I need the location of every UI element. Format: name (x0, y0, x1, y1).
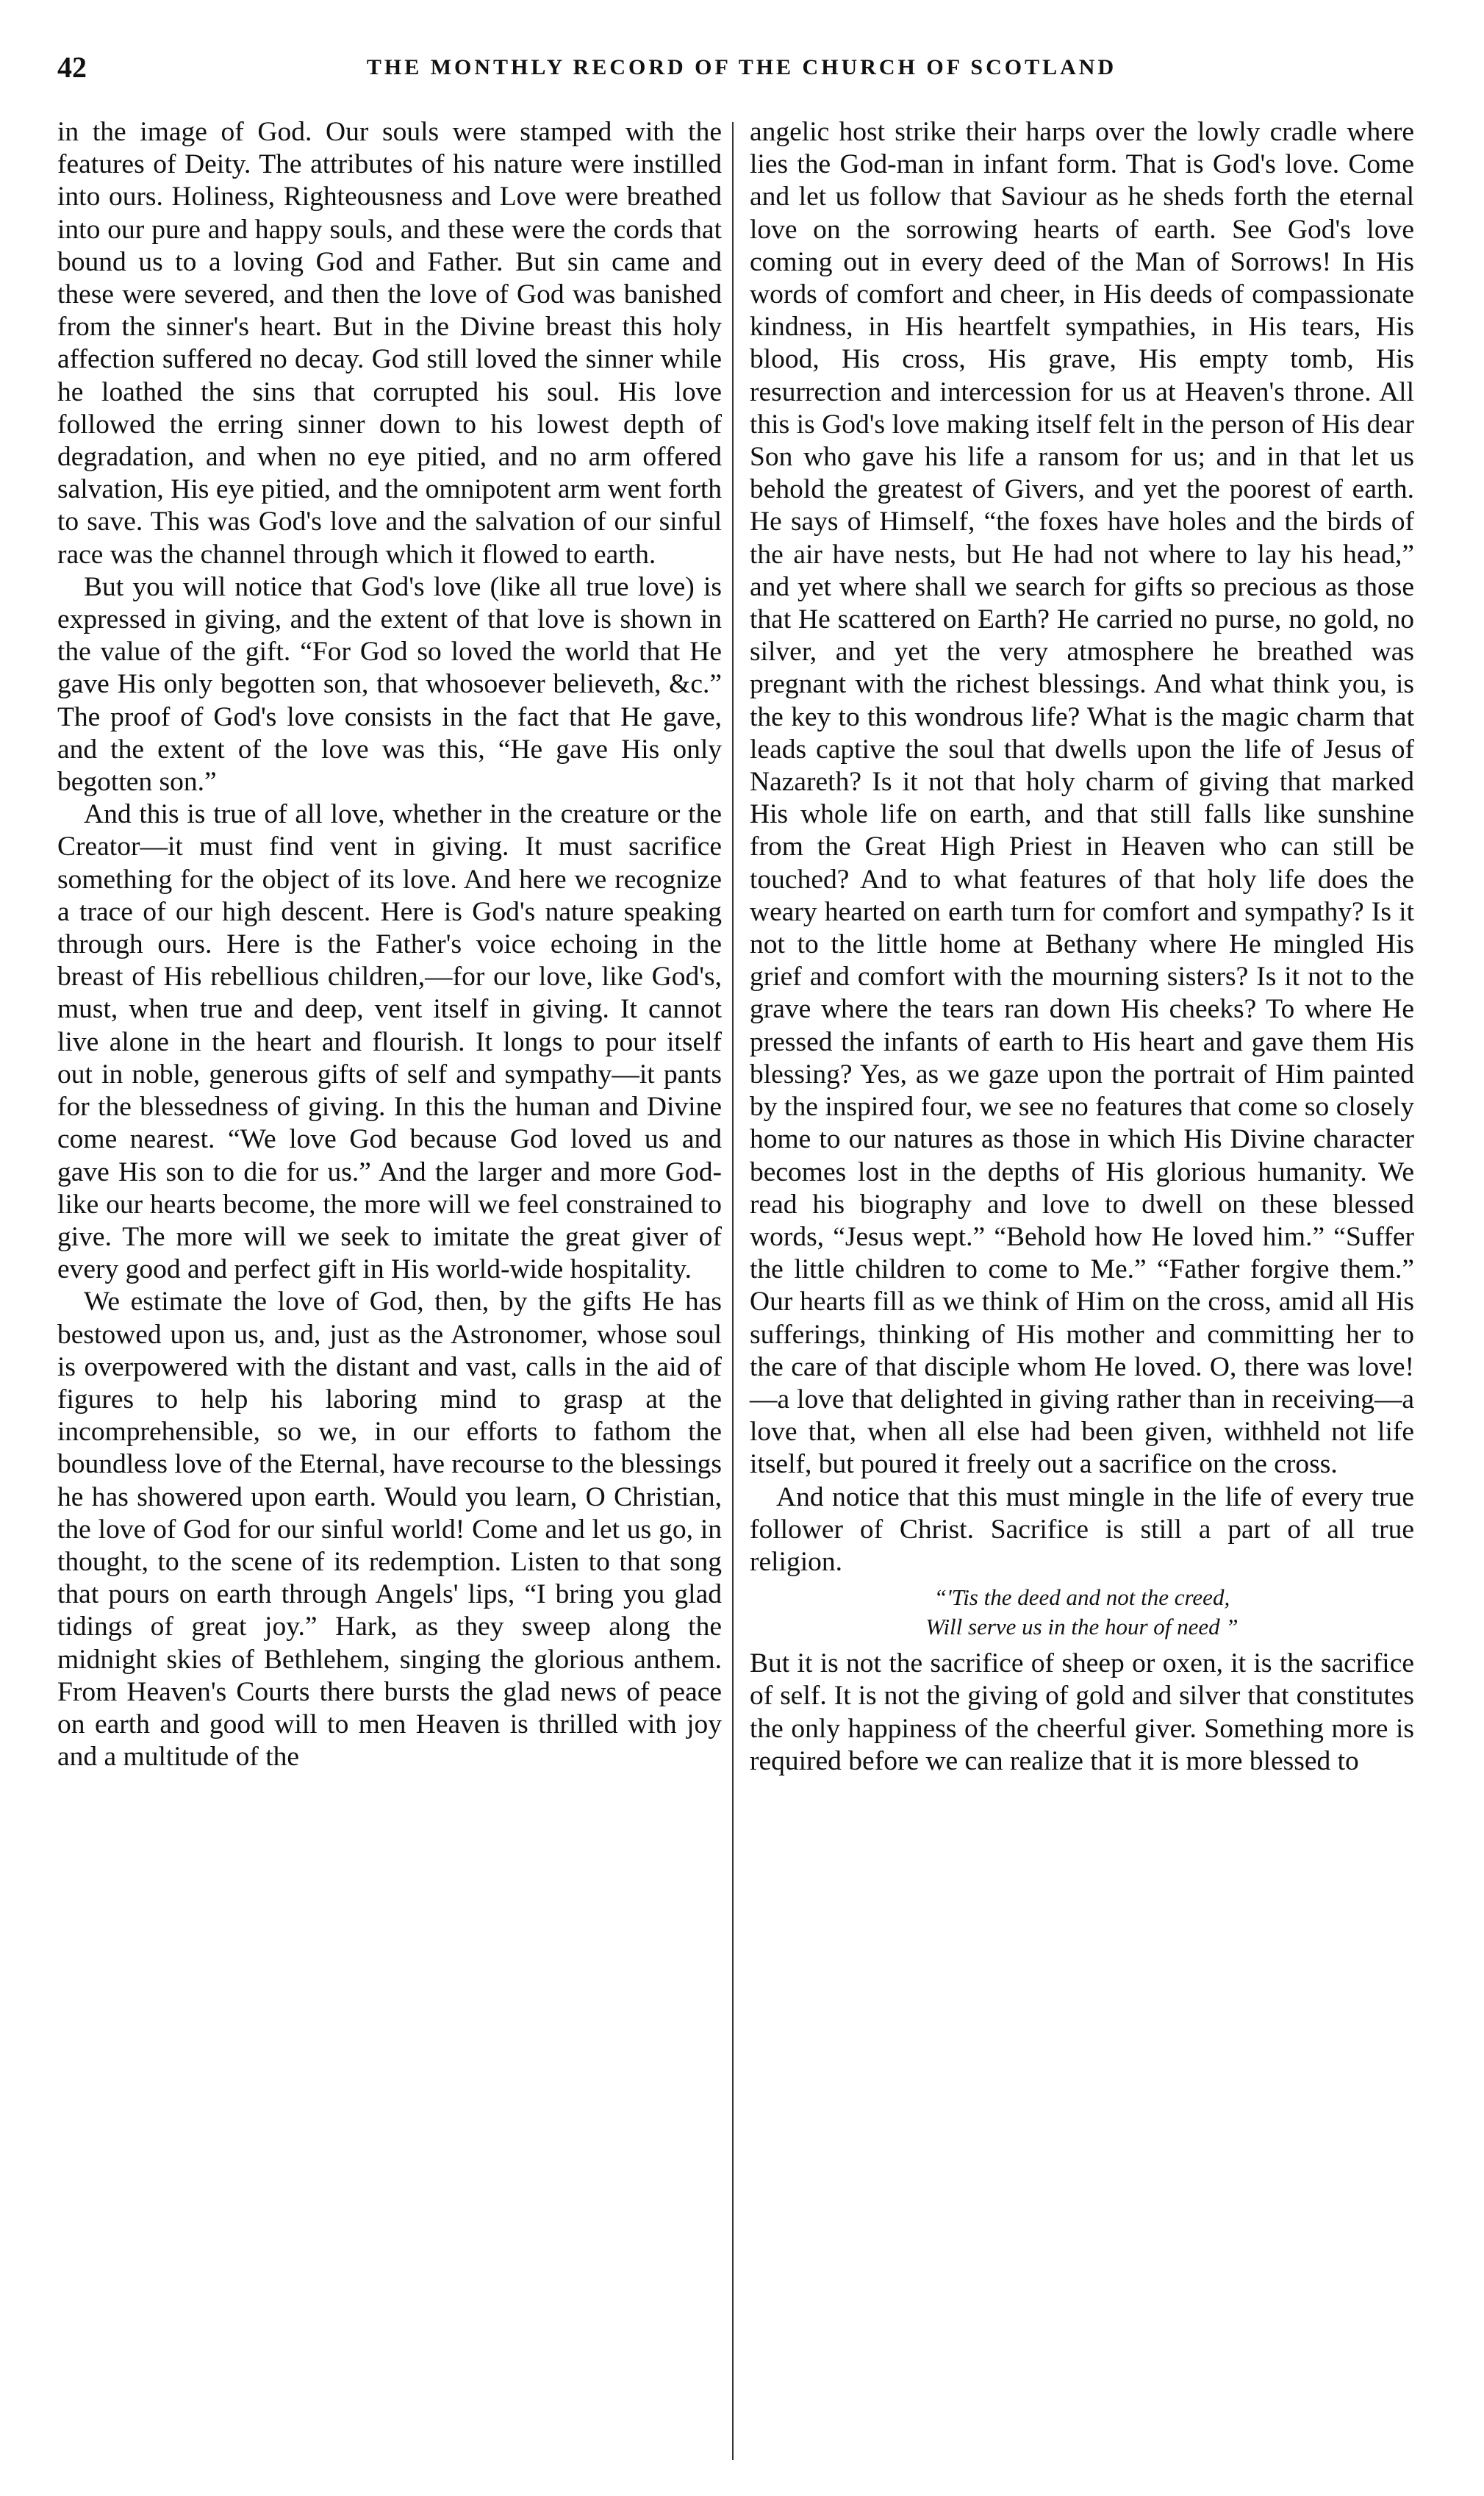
page-number: 42 (57, 51, 87, 84)
paragraph: And this is true of all love, whether in the creature or the Creator—it must find vent in giving. It must sacrifice something for the object of its love. And here we recognize a trace of our high descent. Here is God's nature speaking through ours. Here is the Father's voice echoing in the breast of His rebellious children,—for our love, like God's, must, when true and deep, vent itself in giving. It cannot live alone in the heart and flourish. It longs to pour itself out in noble, generous gifts of self and sympathy—it pants for the blessedness of giving. In this the human and Divine come nearest. “We love God because God loved us and gave His son to die for us.” And the larger and more God-like our hearts become, the more will we feel constrained to give. The more will we seek to imitate the great giver of every good and perfect gift in His world-wide hospitality. (57, 799, 722, 1285)
verse-line: Will serve us in the hour of need ” (925, 1614, 1239, 1640)
paragraph: But it is not the sacrifice of sheep or oxen, it is the sacrifice of self. It is not the giving of gold and silver that constitutes the only happiness of the cheerful giver. Something more is required before we can realize that it is more blessed to (750, 1648, 1414, 1776)
left-column (57, 116, 722, 1773)
verse-line: “'Tis the deed and not the creed, (933, 1584, 1230, 1611)
paragraph: We estimate the love of God, then, by the gifts He has bestowed upon us, and, just as the Astronomer, whose soul is overpowered with the distant and vast, calls in the aid of figures to help his laboring mind to grasp at the incomprehensible, so we, in our efforts to fathom the boundless love of the Eternal, have recourse to the blessings he has showered upon earth. Would you learn, O Christian, the love of God for our sinful world! Come and let us go, in thought, to the scene of its redemption. Listen to that song that pours on earth through Angels' lips, “I bring you glad tidings of great joy.” Hark, as they sweep along the midnight skies of Bethlehem, singing the glorious anthem. From Heaven's Courts there bursts the glad news of peace on earth and good will to men Heaven is thrilled with joy and a multitude of the (57, 1287, 722, 1773)
paragraph: And notice that this must mingle in the life of every true follower of Christ. Sacrifice is still a part of all true religion. (750, 1481, 1414, 1577)
page-header (57, 51, 1426, 84)
paragraph: But you will notice that God's love (like all true love) is expressed in giving, and the extent of that love is shown in the value of the gift. “For God so loved the world that He gave His only begotten son, that whosoever believeth, &c.” The proof of God's love consists in the fact that He gave, and the extent of the love was this, “He gave His only begotten son.” (57, 571, 722, 798)
column-divider (732, 122, 734, 2460)
paragraph: angelic host strike their harps over the lowly cradle where lies the God-man in infant form. That is God's love. Come and let us follow that Saviour as he sheds forth the eternal love on the sorrowing hearts of earth. See God's love coming out in every deed of the Man of Sorrows! In His words of comfort and cheer, in His deeds of compassionate kindness, in His heartfelt sympathies, in His tears, His blood, His cross, His grave, His empty tomb, His resurrection and intercession for us at Heaven's throne. All this is God's love making itself felt in the person of His dear Son who gave his life a ransom for us; and in that let us behold the greatest of Givers, and yet the poorest of earth. He says of Himself, “the foxes have holes and the birds of the air have nests, but He had not where to lay his head,” and yet where shall we search for gifts so precious as those that He scattered on Earth? He carried no purse, no gold, no silver, and yet the very atmosphere he breathed was pregnant with the richest blessings. And what think you, is the key to this wondrous life? What is the magic charm that leads captive the soul that dwells upon the life of Jesus of Nazareth? Is it not that holy charm of giving that marked His whole life on earth, and that still falls like sunshine from the Great High Priest in Heaven who can still be touched? And to what features of that holy life does the weary hearted on earth turn for comfort and sympathy? Is it not to the little home at Bethany where He mingled His grief and comfort with the mourning sisters? Is it not to the grave where the tears ran down His cheeks? To where He pressed the infants of earth to His heart and gave them His blessing? Yes, as we gaze upon the portrait of Him painted by the inspired four, we see no features that come so closely home to our natures as those in which His Divine character becomes lost in the depths of His glorious humanity. We read his biography and love to dwell on these blessed words, “Jesus wept.” “Behold how He loved him.” “Suffer the little children to come to Me.” “Father forgive them.” Our hearts fill as we think of Him on the cross, amid all His sufferings, thinking of His mother and committing her to the care of that disciple whom He loved. O, there was love!—a love that delighted in giving rather than in receiving—a love that, when all else had been given, withheld not life itself, but poured it freely out a sacrifice on the cross. (750, 117, 1414, 1480)
paragraph: in the image of God. Our souls were stamped with the features of Deity. The attributes of his nature were instilled into ours. Holiness, Righteousness and Love were breathed into our pure and happy souls, and these were the cords that bound us to a loving God and Father. But sin came and these were severed, and then the love of God was banished from the sinner's heart. But in the Divine breast this holy affection suffered no decay. God still loved the sinner while he loathed the sins that corrupted his soul. His love followed the erring sinner down to his lowest depth of degradation, and when no eye pitied, and no arm offered salvation, His eye pitied, and the omnipotent arm went forth to save. This was God's love and the salvation of our sinful race was the channel through which it flowed to earth. (57, 117, 722, 570)
right-column (750, 116, 1414, 1778)
running-title: THE MONTHLY RECORD OF THE CHURCH OF SCOTLAND (366, 55, 1117, 79)
verse-quotation (750, 1583, 1414, 1642)
